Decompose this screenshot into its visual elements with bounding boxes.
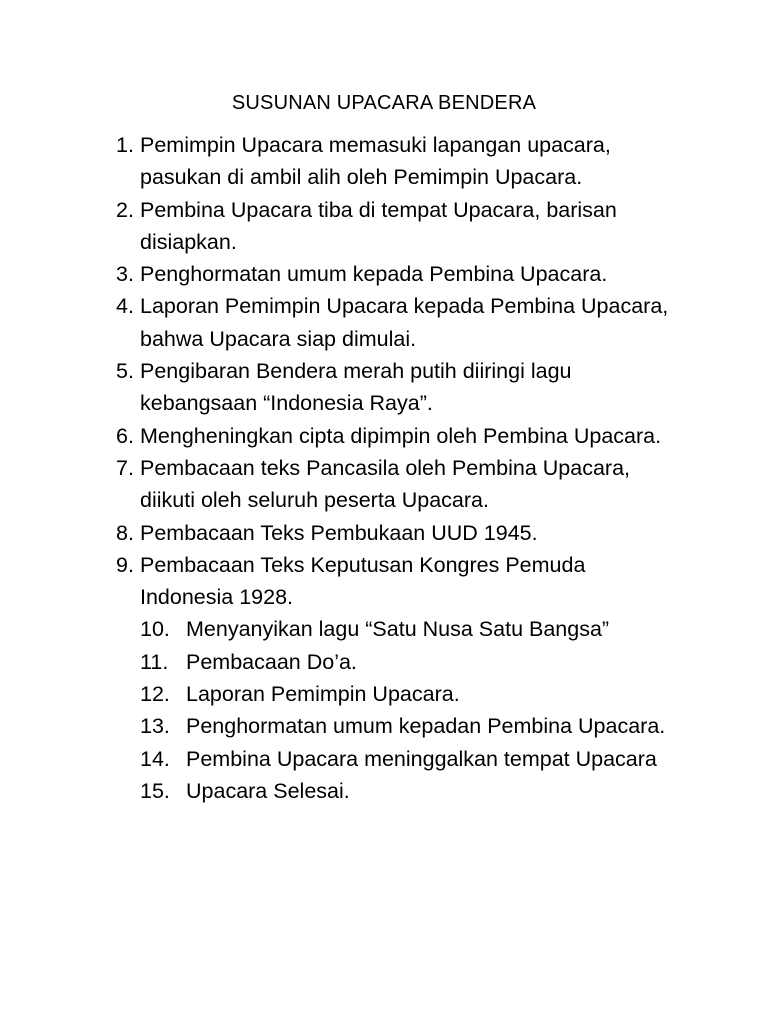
list-item: 10. Menyanyikan lagu “Satu Nusa Satu Bangsa” bbox=[116, 613, 676, 645]
list-item bbox=[116, 290, 676, 355]
list-item-text: Pengibaran Bendera merah putih diiringi lagu kebangsaan “Indonesia Raya”. bbox=[140, 359, 572, 416]
list-item-number: 6. bbox=[116, 423, 134, 448]
list-item: 12. Laporan Pemimpin Upacara. bbox=[116, 678, 676, 710]
document-title: SUSUNAN UPACARA BENDERA bbox=[231, 92, 537, 114]
list-item-number: 9. bbox=[116, 552, 134, 577]
list-item-text: Menyanyikan lagu “Satu Nusa Satu Bangsa” bbox=[186, 617, 610, 642]
list-item: 15. Upacara Selesai. bbox=[116, 775, 676, 807]
list-item-text: Laporan Pemimpin Upacara. bbox=[186, 682, 460, 707]
list-item: 11. Pembacaan Do’a. bbox=[116, 646, 676, 678]
list-item-text: Pembacaan Teks Pembukaan UUD 1945. bbox=[140, 520, 538, 545]
list-item bbox=[116, 452, 676, 517]
list-item-number: 5. bbox=[116, 359, 134, 384]
list-item-number: 1. bbox=[116, 133, 134, 157]
list-item-text: Pemimpin Upacara memasuki lapangan upacara, pasukan di ambil alih oleh Pemimpin Upacara. bbox=[140, 133, 611, 190]
list-item bbox=[116, 420, 676, 452]
list-item-number: 7. bbox=[116, 455, 134, 480]
list-item-number: 2. bbox=[116, 197, 134, 222]
list-item: 13. Penghormatan umum kepadan Pembina Upacara. bbox=[116, 710, 676, 742]
list-item bbox=[116, 355, 676, 420]
list-item-text: Pembacaan teks Pancasila oleh Pembina Upacara, diikuti oleh seluruh peserta Upacara. bbox=[140, 455, 631, 513]
list-item bbox=[116, 258, 676, 290]
list-item: 14. Pembina Upacara meninggalkan tempat Upacara bbox=[116, 743, 676, 775]
list-item-text: Mengheningkan cipta dipimpin oleh Pembina Upacara. bbox=[140, 423, 662, 448]
list-item bbox=[116, 194, 676, 259]
list-item-text: Penghormatan umum kepada Pembina Upacara. bbox=[140, 262, 608, 287]
list-item-text: Laporan Pemimpin Upacara kepada Pembina Upacara, bahwa Upacara siap dimulai. bbox=[140, 294, 669, 351]
list-item bbox=[116, 549, 676, 614]
list-item-text: Pembacaan Teks Keputusan Kongres Pemuda Indonesia 1928. bbox=[140, 552, 586, 610]
list-item bbox=[116, 129, 676, 194]
ceremony-steps-list bbox=[116, 129, 676, 807]
list-item-number: 4. bbox=[116, 294, 134, 319]
list-item-number: 3. bbox=[116, 262, 134, 287]
list-item-text: Penghormatan umum kepadan Pembina Upacara. bbox=[186, 714, 666, 739]
list-item bbox=[116, 517, 676, 549]
list-item-text: Pembina Upacara meninggalkan tempat Upacara bbox=[186, 746, 657, 771]
list-item-number: 8. bbox=[116, 520, 134, 545]
list-item-text: Pembina Upacara tiba di tempat Upacara, barisan disiapkan. bbox=[140, 197, 617, 254]
list-item-text: Pembacaan Do’a. bbox=[186, 649, 357, 674]
list-item-text: Upacara Selesai. bbox=[186, 778, 350, 803]
